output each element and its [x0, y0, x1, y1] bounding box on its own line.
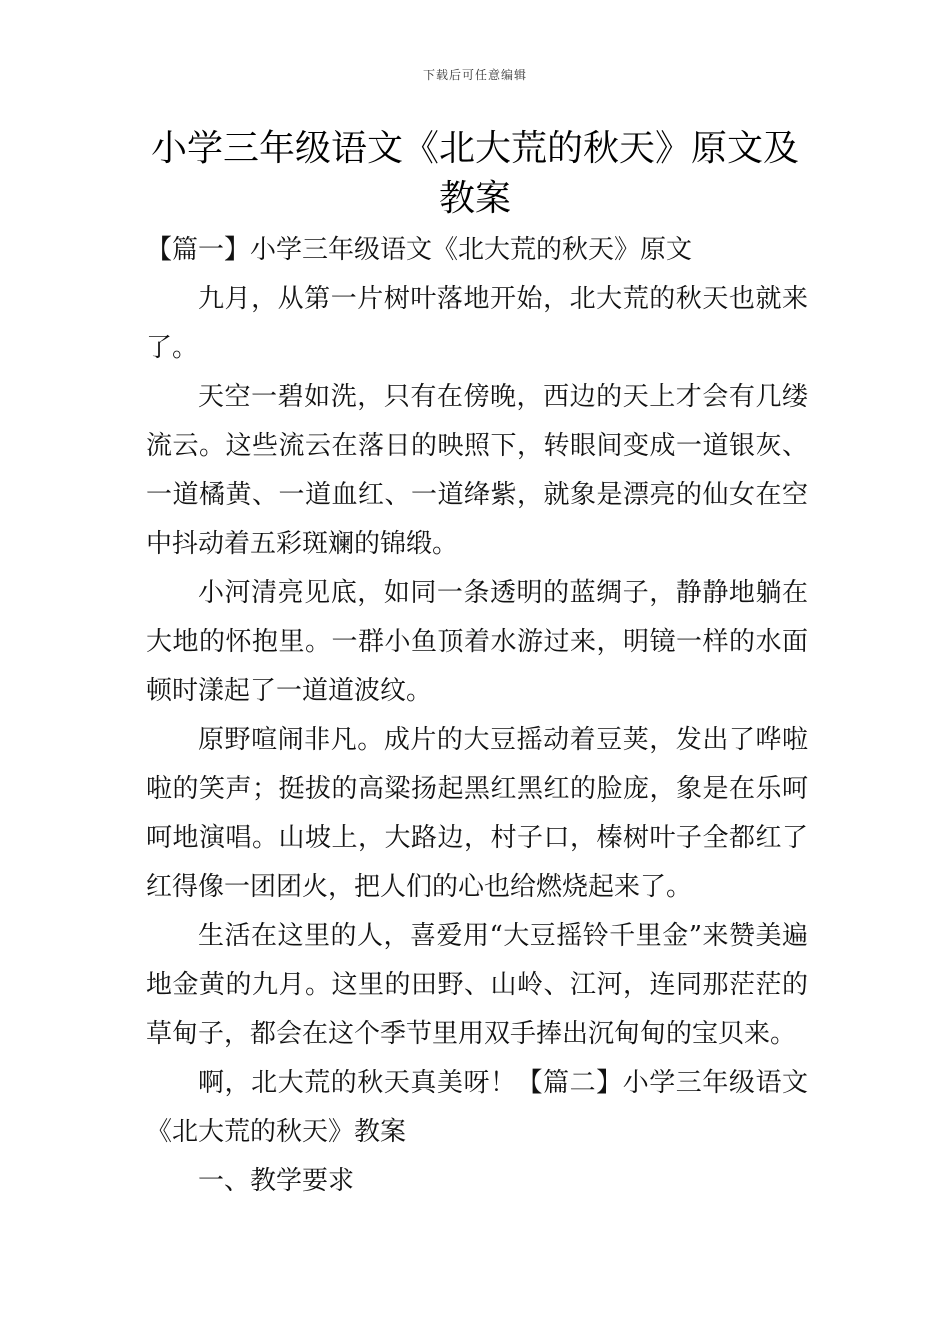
- paragraph: 生活在这里的人，喜爱用“大豆摇铃千里金”来赞美遍地金黄的九月。这里的田野、山岭、江河，连同那茫茫的草甸子，都会在这个季节里用双手捧出沉甸甸的宝贝来。: [146, 921, 808, 1049]
- paragraph: 小河清亮见底，如同一条透明的蓝绸子，静静地躺在大地的怀抱里。一群小鱼顶着水游过来，明镜一样的水面顿时漾起了一道道波纹。: [146, 578, 808, 706]
- paragraph: 原野喧闹非凡。成片的大豆摇动着豆荚，发出了哗啦啦的笑声；挺拔的高粱扬起黑红黑红的脸庞，象是在乐呵呵地演唱。山坡上，大路边，村子口，榛树叶子全都红了红得像一团团火，把人们的心也给燃烧起来了。: [146, 725, 808, 902]
- section-heading-part-one: 【篇一】小学三年级语文《北大荒的秋天》原文: [146, 235, 693, 265]
- document-title: 小学三年级语文《北大荒的秋天》原文及教案: [150, 128, 799, 219]
- paragraph: 天空一碧如洗，只有在傍晚，西边的天上才会有几缕流云。这些流云在落日的映照下，转眼间变成一道银灰、一道橘黄、一道血红、一道绛紫，就象是漂亮的仙女在空中抖动着五彩斑斓的锦缎。: [146, 382, 808, 559]
- document-body: [146, 226, 808, 1206]
- paragraph: 九月，从第一片树叶落地开始，北大荒的秋天也就来了。: [146, 284, 808, 363]
- header-note: 下载后可任意编辑: [422, 68, 527, 82]
- paragraph: 啊，北大荒的秋天真美呀！【篇二】小学三年级语文《北大荒的秋天》教案: [146, 1068, 808, 1147]
- section-heading-teaching-requirements: 一、教学要求: [198, 1166, 355, 1196]
